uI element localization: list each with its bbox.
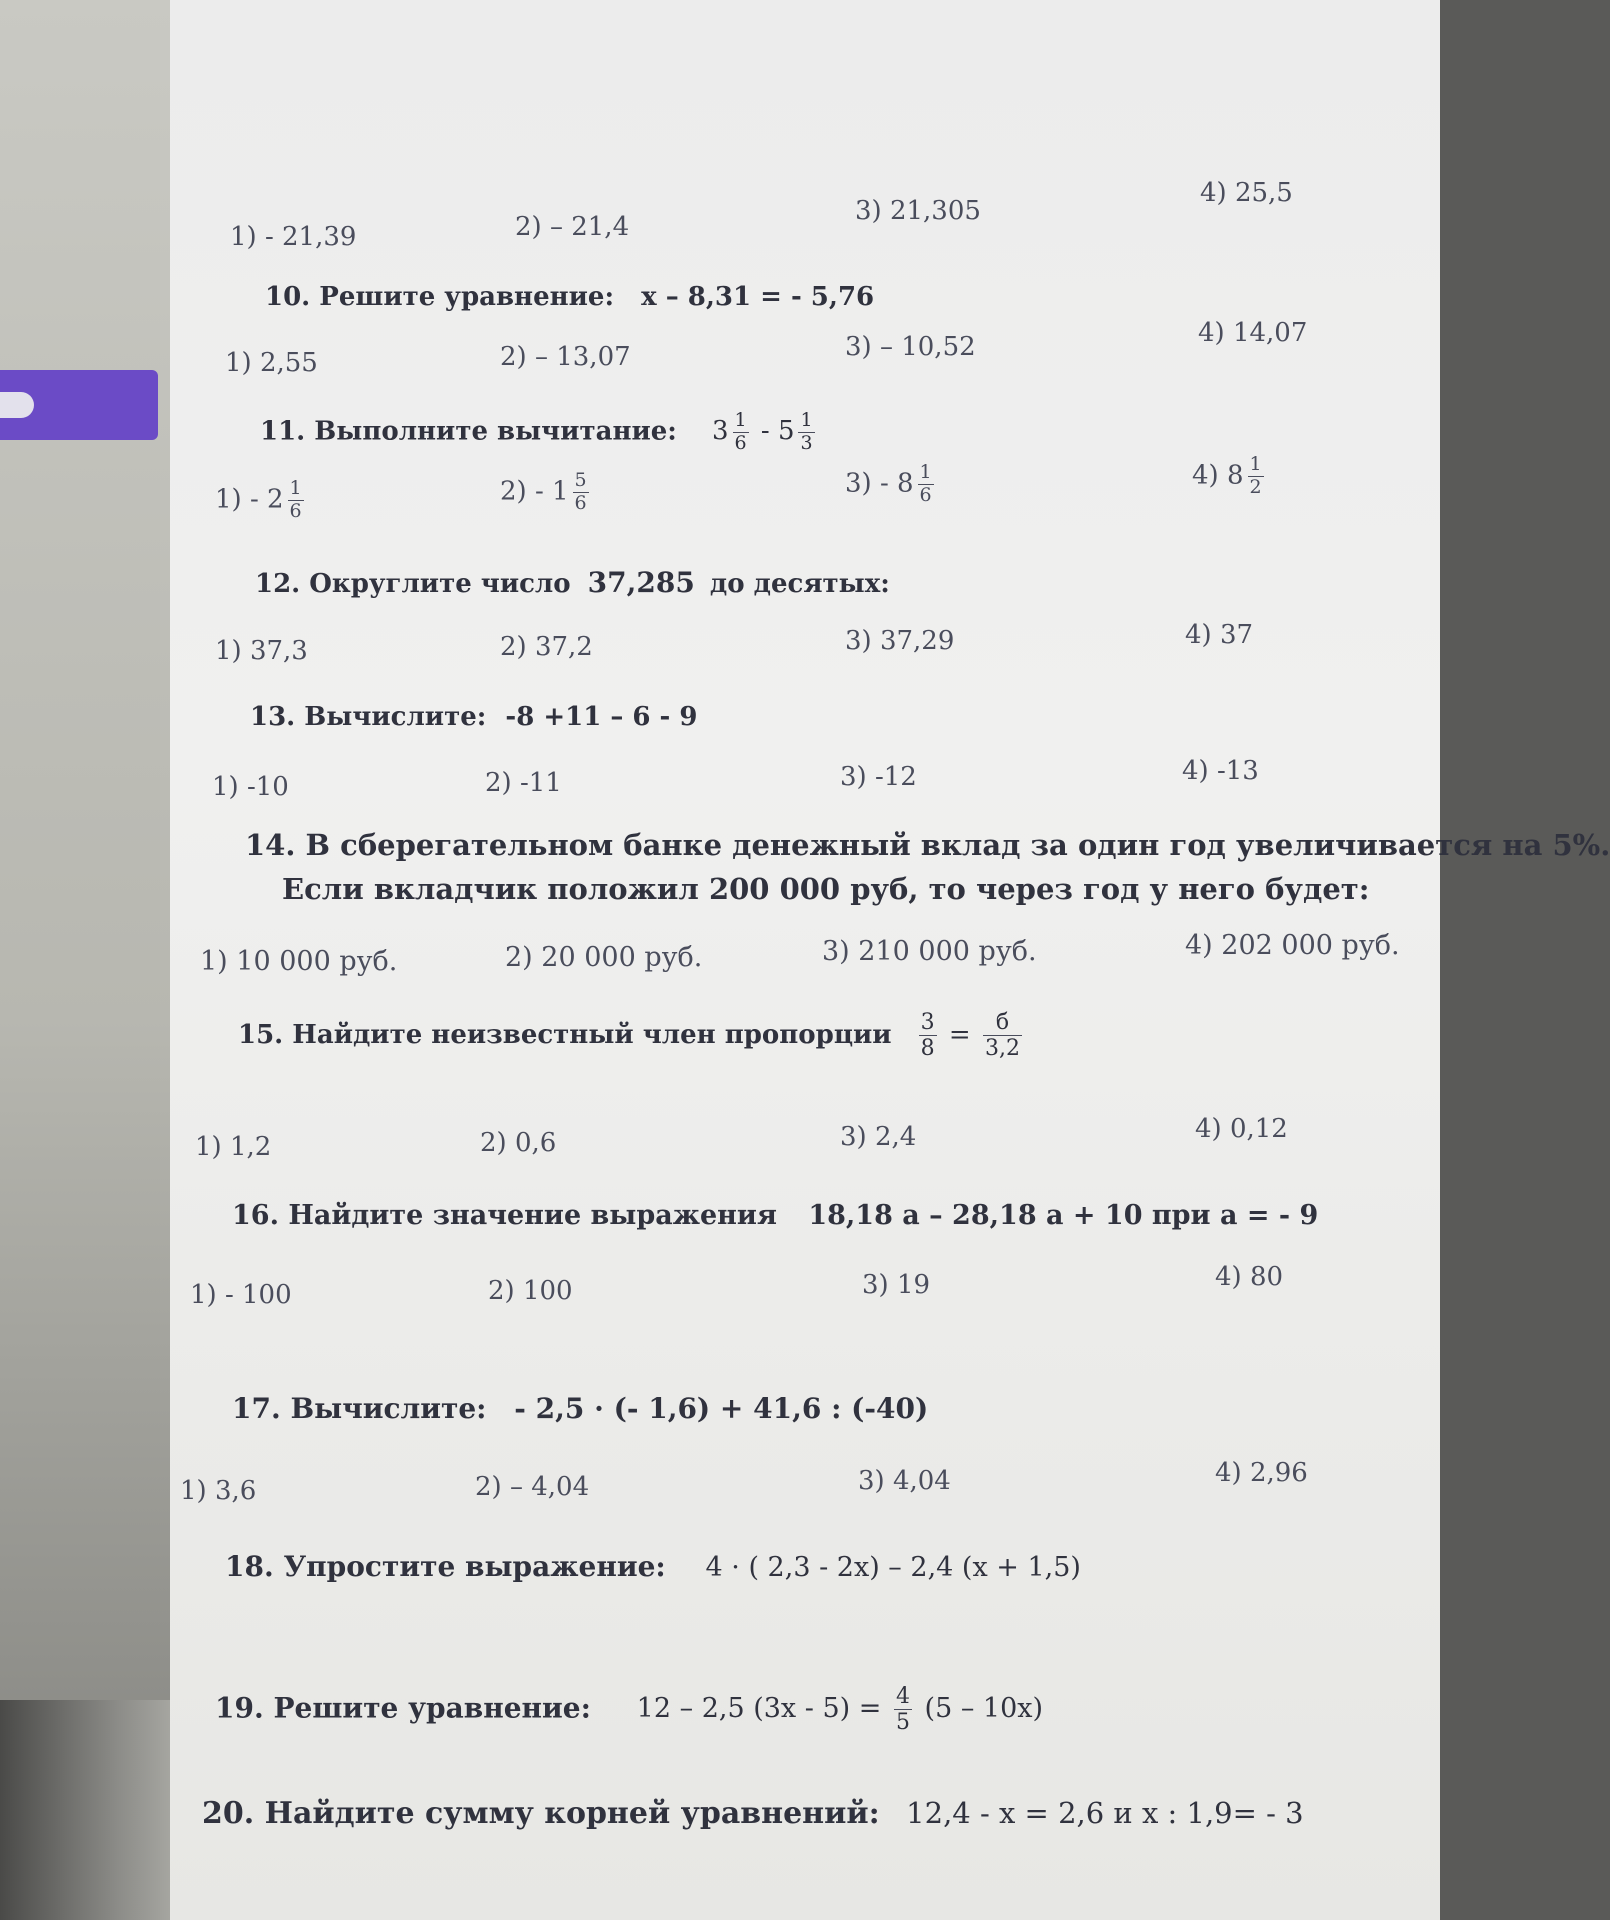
q13-question bbox=[250, 702, 698, 732]
q10-option-4: 4) 14,07 bbox=[1198, 318, 1308, 348]
q17-option-1: 1) 3,6 bbox=[180, 1476, 257, 1506]
worksheet-page bbox=[170, 0, 1610, 1920]
q20-label: 20. Найдите сумму корней уравнений: bbox=[202, 1796, 880, 1831]
q15-right-fraction: $\frac{б}{3,2}$ bbox=[984, 1010, 1020, 1062]
q16-option-2: 2) 100 bbox=[488, 1276, 573, 1306]
q11-question bbox=[260, 410, 819, 455]
q13-label: 13. Вычислите: bbox=[250, 702, 487, 732]
q15-label: 15. Найдите неизвестный член пропорции bbox=[238, 1019, 892, 1050]
binder-tab-hole bbox=[0, 392, 34, 418]
q17-option-3: 3) 4,04 bbox=[858, 1466, 951, 1496]
q11-label: 11. Выполните вычитание: bbox=[260, 416, 677, 447]
q11-a-whole: 3 bbox=[711, 416, 729, 447]
q11-expression bbox=[711, 409, 819, 454]
q15-question bbox=[238, 1010, 1026, 1062]
q18-label: 18. Упростите выражение: bbox=[225, 1550, 666, 1583]
q19-expression-left: 12 – 2,5 (3x - 5) = bbox=[636, 1693, 882, 1725]
underlying-page bbox=[0, 0, 180, 1700]
q15-option-1: 1) 1,2 bbox=[195, 1132, 272, 1162]
q12-option-4: 4) 37 bbox=[1185, 620, 1254, 650]
q12-tail: до десятых: bbox=[709, 569, 890, 599]
q17-option-4: 4) 2,96 bbox=[1215, 1458, 1308, 1488]
q12-question bbox=[255, 566, 890, 599]
q13-option-2: 2) -11 bbox=[485, 768, 562, 798]
q14-option-1: 1) 10 000 руб. bbox=[200, 946, 398, 977]
q16-question bbox=[232, 1200, 1318, 1231]
q17-label: 17. Вычислите: bbox=[232, 1392, 487, 1425]
q19-question bbox=[215, 1684, 1043, 1736]
q16-label: 16. Найдите значение выражения bbox=[232, 1200, 777, 1231]
q13-option-4: 4) -13 bbox=[1182, 756, 1259, 786]
q13-option-3: 3) -12 bbox=[840, 762, 917, 792]
q11-option-4: 4) 8 $\frac{1}{2}$ bbox=[1192, 453, 1262, 498]
q9-option-4: 4) 25,5 bbox=[1200, 178, 1293, 208]
q11-b-fraction: $\frac{1}{3}$ bbox=[800, 409, 813, 454]
q15-equals: = bbox=[948, 1019, 971, 1050]
q19-expression bbox=[636, 1684, 1044, 1736]
q18-question bbox=[225, 1550, 1081, 1583]
q13-expression: -8 +11 – 6 - 9 bbox=[505, 702, 698, 732]
q11-option-3: 3) - 8 $\frac{1}{6}$ bbox=[845, 461, 932, 506]
q14-line-1: 14. В сберегательном банке денежный вклад за один год увеличивается на 5%. bbox=[245, 828, 1610, 862]
q17-expression: - 2,5 · (- 1,6) + 41,6 : (-40) bbox=[514, 1392, 929, 1425]
q12-number: 37,285 bbox=[587, 566, 695, 599]
q13-option-1: 1) -10 bbox=[212, 772, 289, 802]
q11-option-2: 2) - 1 $\frac{5}{6}$ bbox=[500, 469, 587, 514]
q12-option-3: 3) 37,29 bbox=[845, 626, 955, 656]
q15-option-2: 2) 0,6 bbox=[480, 1128, 557, 1158]
q19-expression-right: (5 – 10x) bbox=[924, 1693, 1044, 1725]
q15-proportion bbox=[915, 1010, 1026, 1062]
q9-option-3: 3) 21,305 bbox=[855, 196, 981, 226]
q10-expression: x – 8,31 = - 5,76 bbox=[641, 282, 875, 312]
q14-option-2: 2) 20 000 руб. bbox=[505, 942, 703, 973]
q20-question bbox=[202, 1796, 1304, 1831]
q16-expression: 18,18 а – 28,18 а + 10 при а = - 9 bbox=[808, 1200, 1319, 1231]
q11-b-whole: 5 bbox=[777, 416, 795, 447]
q10-question bbox=[265, 282, 874, 312]
q12-option-1: 1) 37,3 bbox=[215, 636, 308, 666]
q16-option-3: 3) 19 bbox=[862, 1270, 931, 1300]
q15-option-4: 4) 0,12 bbox=[1195, 1114, 1288, 1144]
q16-option-4: 4) 80 bbox=[1215, 1262, 1284, 1292]
q9-option-1: 1) - 21,39 bbox=[230, 222, 357, 252]
q16-option-1: 1) - 100 bbox=[190, 1280, 292, 1310]
q18-expression: 4 · ( 2,3 - 2x) – 2,4 (x + 1,5) bbox=[705, 1552, 1081, 1583]
q11-option-1: 1) - 2 $\frac{1}{6}$ bbox=[215, 477, 302, 522]
q11-a-fraction: $\frac{1}{6}$ bbox=[734, 409, 747, 454]
q14-option-4: 4) 202 000 руб. bbox=[1185, 930, 1400, 961]
q14-line-2: Если вкладчик положил 200 000 руб, то через год у него будет: bbox=[282, 872, 1370, 906]
q15-option-3: 3) 2,4 bbox=[840, 1122, 917, 1152]
q20-expression: 12,4 - x = 2,6 и x : 1,9= - 3 bbox=[906, 1796, 1304, 1830]
q15-left-fraction: $\frac{3}{8}$ bbox=[920, 1010, 935, 1062]
q17-option-2: 2) – 4,04 bbox=[475, 1472, 590, 1502]
q10-option-2: 2) – 13,07 bbox=[500, 342, 631, 372]
q10-label: 10. Решите уравнение: bbox=[265, 282, 615, 312]
q11-minus: - bbox=[760, 416, 770, 447]
q12-option-2: 2) 37,2 bbox=[500, 632, 593, 662]
q19-label: 19. Решите уравнение: bbox=[215, 1691, 591, 1725]
q10-option-1: 1) 2,55 bbox=[225, 348, 318, 378]
q10-option-3: 3) – 10,52 bbox=[845, 332, 976, 362]
q19-fraction: $\frac{4}{5}$ bbox=[895, 1684, 910, 1736]
q14-option-3: 3) 210 000 руб. bbox=[822, 936, 1037, 967]
q9-option-2: 2) – 21,4 bbox=[515, 212, 630, 242]
q12-label: 12. Округлите число bbox=[255, 569, 571, 599]
q17-question bbox=[232, 1392, 928, 1425]
